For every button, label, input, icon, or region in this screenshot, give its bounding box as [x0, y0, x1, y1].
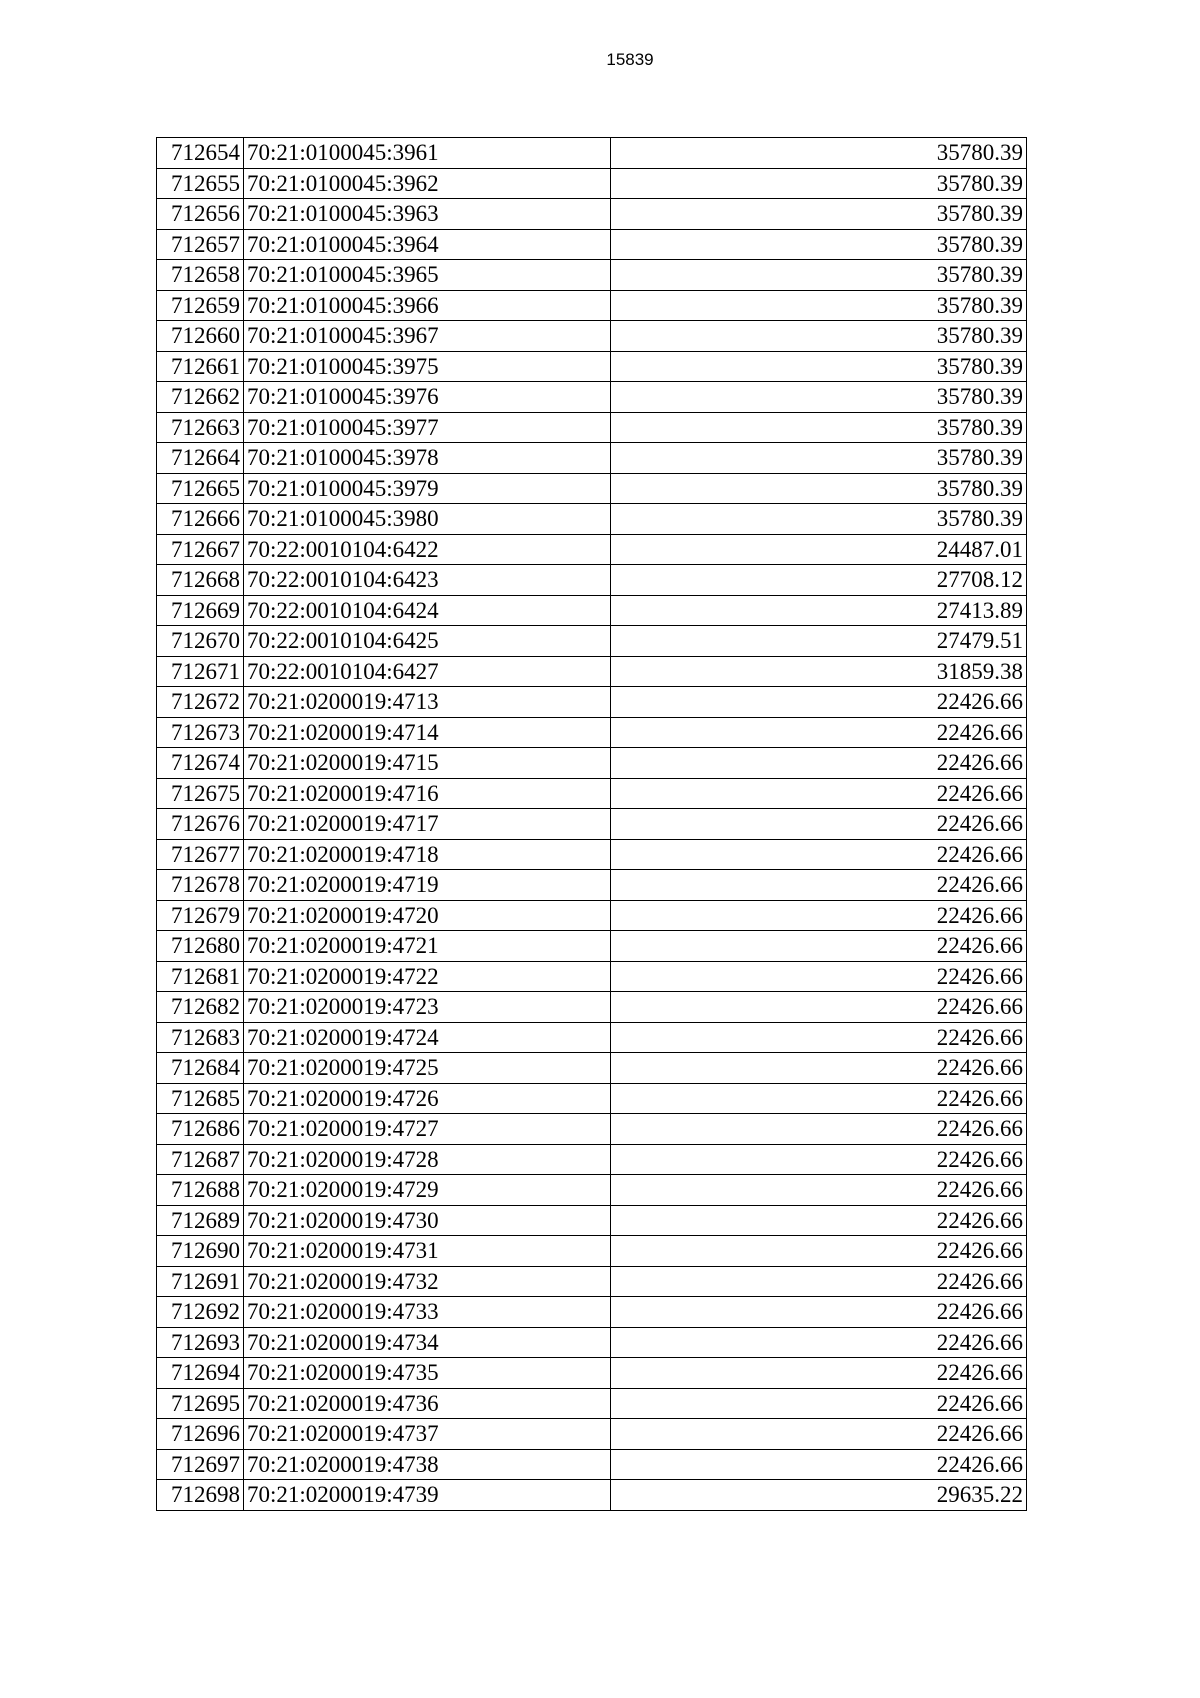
- row-number-cell: 712663: [157, 412, 244, 443]
- table-row: [157, 656, 1027, 687]
- table-row: [157, 1358, 1027, 1389]
- table-row: [157, 595, 1027, 626]
- table-row: [157, 1236, 1027, 1267]
- row-number-cell: 712697: [157, 1449, 244, 1480]
- value-cell: 35780.39: [611, 199, 1027, 230]
- cadastral-number-cell: 70:21:0200019:4724: [244, 1022, 611, 1053]
- row-number-cell: 712676: [157, 809, 244, 840]
- cadastral-number-cell: 70:21:0200019:4735: [244, 1358, 611, 1389]
- table-row: [157, 900, 1027, 931]
- page-number: 15839: [606, 50, 654, 69]
- table-row: [157, 199, 1027, 230]
- row-number-cell: 712675: [157, 778, 244, 809]
- cadastral-number-cell: 70:21:0100045:3978: [244, 443, 611, 474]
- row-number-cell: 712681: [157, 961, 244, 992]
- table-row: [157, 565, 1027, 596]
- table-row: [157, 870, 1027, 901]
- value-cell: 22426.66: [611, 1205, 1027, 1236]
- value-cell: 22426.66: [611, 1175, 1027, 1206]
- cadastral-number-cell: 70:21:0100045:3966: [244, 290, 611, 321]
- cadastral-number-cell: 70:21:0200019:4727: [244, 1114, 611, 1145]
- cadastral-number-cell: 70:21:0100045:3962: [244, 168, 611, 199]
- row-number-cell: 712680: [157, 931, 244, 962]
- table-row: [157, 168, 1027, 199]
- table-row: [157, 1083, 1027, 1114]
- cadastral-number-cell: 70:21:0100045:3979: [244, 473, 611, 504]
- table-row: [157, 1327, 1027, 1358]
- cadastral-number-cell: 70:21:0200019:4722: [244, 961, 611, 992]
- value-cell: 22426.66: [611, 1114, 1027, 1145]
- row-number-cell: 712669: [157, 595, 244, 626]
- cadastral-number-cell: 70:21:0200019:4736: [244, 1388, 611, 1419]
- value-cell: 35780.39: [611, 290, 1027, 321]
- table-row: [157, 1175, 1027, 1206]
- cadastral-number-cell: 70:21:0200019:4715: [244, 748, 611, 779]
- table-row: [157, 534, 1027, 565]
- value-cell: 22426.66: [611, 1266, 1027, 1297]
- row-number-cell: 712689: [157, 1205, 244, 1236]
- value-cell: 22426.66: [611, 870, 1027, 901]
- value-cell: 22426.66: [611, 900, 1027, 931]
- row-number-cell: 712686: [157, 1114, 244, 1145]
- table-row: [157, 443, 1027, 474]
- table-row: [157, 473, 1027, 504]
- table-row: [157, 839, 1027, 870]
- value-cell: 35780.39: [611, 504, 1027, 535]
- row-number-cell: 712688: [157, 1175, 244, 1206]
- value-cell: 35780.39: [611, 138, 1027, 169]
- value-cell: 22426.66: [611, 687, 1027, 718]
- row-number-cell: 712684: [157, 1053, 244, 1084]
- value-cell: 22426.66: [611, 717, 1027, 748]
- value-cell: 22426.66: [611, 931, 1027, 962]
- value-cell: 35780.39: [611, 229, 1027, 260]
- row-number-cell: 712655: [157, 168, 244, 199]
- table-row: [157, 229, 1027, 260]
- table-row: [157, 290, 1027, 321]
- row-number-cell: 712666: [157, 504, 244, 535]
- table-row: [157, 1449, 1027, 1480]
- cadastral-number-cell: 70:21:0200019:4732: [244, 1266, 611, 1297]
- cadastral-number-cell: 70:21:0100045:3963: [244, 199, 611, 230]
- table-row: [157, 992, 1027, 1023]
- table-row: [157, 1388, 1027, 1419]
- cadastral-number-cell: 70:22:0010104:6427: [244, 656, 611, 687]
- value-cell: 29635.22: [611, 1480, 1027, 1511]
- cadastral-number-cell: 70:21:0200019:4725: [244, 1053, 611, 1084]
- cadastral-number-cell: 70:21:0100045:3977: [244, 412, 611, 443]
- table-row: [157, 1205, 1027, 1236]
- cadastral-number-cell: 70:21:0200019:4734: [244, 1327, 611, 1358]
- cadastral-number-cell: 70:21:0100045:3980: [244, 504, 611, 535]
- value-cell: 22426.66: [611, 839, 1027, 870]
- cadastral-number-cell: 70:21:0200019:4728: [244, 1144, 611, 1175]
- value-cell: 22426.66: [611, 748, 1027, 779]
- row-number-cell: 712677: [157, 839, 244, 870]
- cadastral-number-cell: 70:22:0010104:6422: [244, 534, 611, 565]
- value-cell: 22426.66: [611, 992, 1027, 1023]
- row-number-cell: 712674: [157, 748, 244, 779]
- value-cell: 35780.39: [611, 443, 1027, 474]
- row-number-cell: 712694: [157, 1358, 244, 1389]
- table-row: [157, 1022, 1027, 1053]
- cadastral-number-cell: 70:21:0200019:4717: [244, 809, 611, 840]
- row-number-cell: 712682: [157, 992, 244, 1023]
- cadastral-number-cell: 70:21:0200019:4716: [244, 778, 611, 809]
- table-row: [157, 809, 1027, 840]
- value-cell: 35780.39: [611, 168, 1027, 199]
- cadastral-number-cell: 70:21:0200019:4719: [244, 870, 611, 901]
- records-table: [156, 137, 1027, 1511]
- row-number-cell: 712696: [157, 1419, 244, 1450]
- table-row: [157, 717, 1027, 748]
- cadastral-number-cell: 70:21:0200019:4733: [244, 1297, 611, 1328]
- cadastral-number-cell: 70:21:0200019:4737: [244, 1419, 611, 1450]
- value-cell: 35780.39: [611, 321, 1027, 352]
- row-number-cell: 712692: [157, 1297, 244, 1328]
- value-cell: 27413.89: [611, 595, 1027, 626]
- row-number-cell: 712654: [157, 138, 244, 169]
- row-number-cell: 712656: [157, 199, 244, 230]
- row-number-cell: 712673: [157, 717, 244, 748]
- table-row: [157, 1419, 1027, 1450]
- cadastral-number-cell: 70:22:0010104:6424: [244, 595, 611, 626]
- row-number-cell: 712667: [157, 534, 244, 565]
- row-number-cell: 712661: [157, 351, 244, 382]
- value-cell: 35780.39: [611, 260, 1027, 291]
- row-number-cell: 712671: [157, 656, 244, 687]
- table-row: [157, 931, 1027, 962]
- cadastral-number-cell: 70:21:0100045:3975: [244, 351, 611, 382]
- cadastral-number-cell: 70:21:0200019:4723: [244, 992, 611, 1023]
- row-number-cell: 712693: [157, 1327, 244, 1358]
- value-cell: 27708.12: [611, 565, 1027, 596]
- row-number-cell: 712672: [157, 687, 244, 718]
- table-row: [157, 778, 1027, 809]
- row-number-cell: 712660: [157, 321, 244, 352]
- value-cell: 31859.38: [611, 656, 1027, 687]
- value-cell: 22426.66: [611, 961, 1027, 992]
- cadastral-number-cell: 70:21:0200019:4713: [244, 687, 611, 718]
- cadastral-number-cell: 70:21:0100045:3965: [244, 260, 611, 291]
- records-table-body: [157, 138, 1027, 1511]
- row-number-cell: 712665: [157, 473, 244, 504]
- table-row: [157, 1144, 1027, 1175]
- cadastral-number-cell: 70:21:0100045:3967: [244, 321, 611, 352]
- value-cell: 22426.66: [611, 809, 1027, 840]
- value-cell: 22426.66: [611, 1297, 1027, 1328]
- table-row: [157, 351, 1027, 382]
- cadastral-number-cell: 70:21:0200019:4729: [244, 1175, 611, 1206]
- row-number-cell: 712678: [157, 870, 244, 901]
- table-row: [157, 748, 1027, 779]
- row-number-cell: 712670: [157, 626, 244, 657]
- row-number-cell: 712687: [157, 1144, 244, 1175]
- cadastral-number-cell: 70:21:0100045:3976: [244, 382, 611, 413]
- table-row: [157, 626, 1027, 657]
- cadastral-number-cell: 70:21:0100045:3961: [244, 138, 611, 169]
- row-number-cell: 712695: [157, 1388, 244, 1419]
- table-row: [157, 1053, 1027, 1084]
- value-cell: 27479.51: [611, 626, 1027, 657]
- row-number-cell: 712668: [157, 565, 244, 596]
- table-row: [157, 382, 1027, 413]
- value-cell: 22426.66: [611, 1144, 1027, 1175]
- value-cell: 22426.66: [611, 1053, 1027, 1084]
- cadastral-number-cell: 70:21:0100045:3964: [244, 229, 611, 260]
- value-cell: 35780.39: [611, 382, 1027, 413]
- cadastral-number-cell: 70:21:0200019:4721: [244, 931, 611, 962]
- table-row: [157, 1297, 1027, 1328]
- table-row: [157, 504, 1027, 535]
- table-row: [157, 1480, 1027, 1511]
- table-row: [157, 1114, 1027, 1145]
- cadastral-number-cell: 70:21:0200019:4731: [244, 1236, 611, 1267]
- cadastral-number-cell: 70:21:0200019:4718: [244, 839, 611, 870]
- value-cell: 22426.66: [611, 1022, 1027, 1053]
- value-cell: 22426.66: [611, 1449, 1027, 1480]
- table-row: [157, 687, 1027, 718]
- row-number-cell: 712685: [157, 1083, 244, 1114]
- value-cell: 22426.66: [611, 1388, 1027, 1419]
- value-cell: 35780.39: [611, 412, 1027, 443]
- table-row: [157, 412, 1027, 443]
- value-cell: 22426.66: [611, 1358, 1027, 1389]
- value-cell: 22426.66: [611, 1419, 1027, 1450]
- row-number-cell: 712658: [157, 260, 244, 291]
- value-cell: 22426.66: [611, 1083, 1027, 1114]
- value-cell: 22426.66: [611, 1236, 1027, 1267]
- row-number-cell: 712683: [157, 1022, 244, 1053]
- value-cell: 22426.66: [611, 1327, 1027, 1358]
- row-number-cell: 712664: [157, 443, 244, 474]
- value-cell: 35780.39: [611, 473, 1027, 504]
- cadastral-number-cell: 70:22:0010104:6423: [244, 565, 611, 596]
- row-number-cell: 712691: [157, 1266, 244, 1297]
- row-number-cell: 712679: [157, 900, 244, 931]
- value-cell: 35780.39: [611, 351, 1027, 382]
- table-row: [157, 260, 1027, 291]
- value-cell: 24487.01: [611, 534, 1027, 565]
- cadastral-number-cell: 70:21:0200019:4714: [244, 717, 611, 748]
- table-row: [157, 138, 1027, 169]
- table-row: [157, 1266, 1027, 1297]
- cadastral-number-cell: 70:21:0200019:4730: [244, 1205, 611, 1236]
- row-number-cell: 712659: [157, 290, 244, 321]
- row-number-cell: 712662: [157, 382, 244, 413]
- cadastral-number-cell: 70:22:0010104:6425: [244, 626, 611, 657]
- row-number-cell: 712698: [157, 1480, 244, 1511]
- table-row: [157, 961, 1027, 992]
- cadastral-number-cell: 70:21:0200019:4738: [244, 1449, 611, 1480]
- value-cell: 22426.66: [611, 778, 1027, 809]
- cadastral-number-cell: 70:21:0200019:4726: [244, 1083, 611, 1114]
- row-number-cell: 712657: [157, 229, 244, 260]
- cadastral-number-cell: 70:21:0200019:4739: [244, 1480, 611, 1511]
- row-number-cell: 712690: [157, 1236, 244, 1267]
- cadastral-number-cell: 70:21:0200019:4720: [244, 900, 611, 931]
- table-row: [157, 321, 1027, 352]
